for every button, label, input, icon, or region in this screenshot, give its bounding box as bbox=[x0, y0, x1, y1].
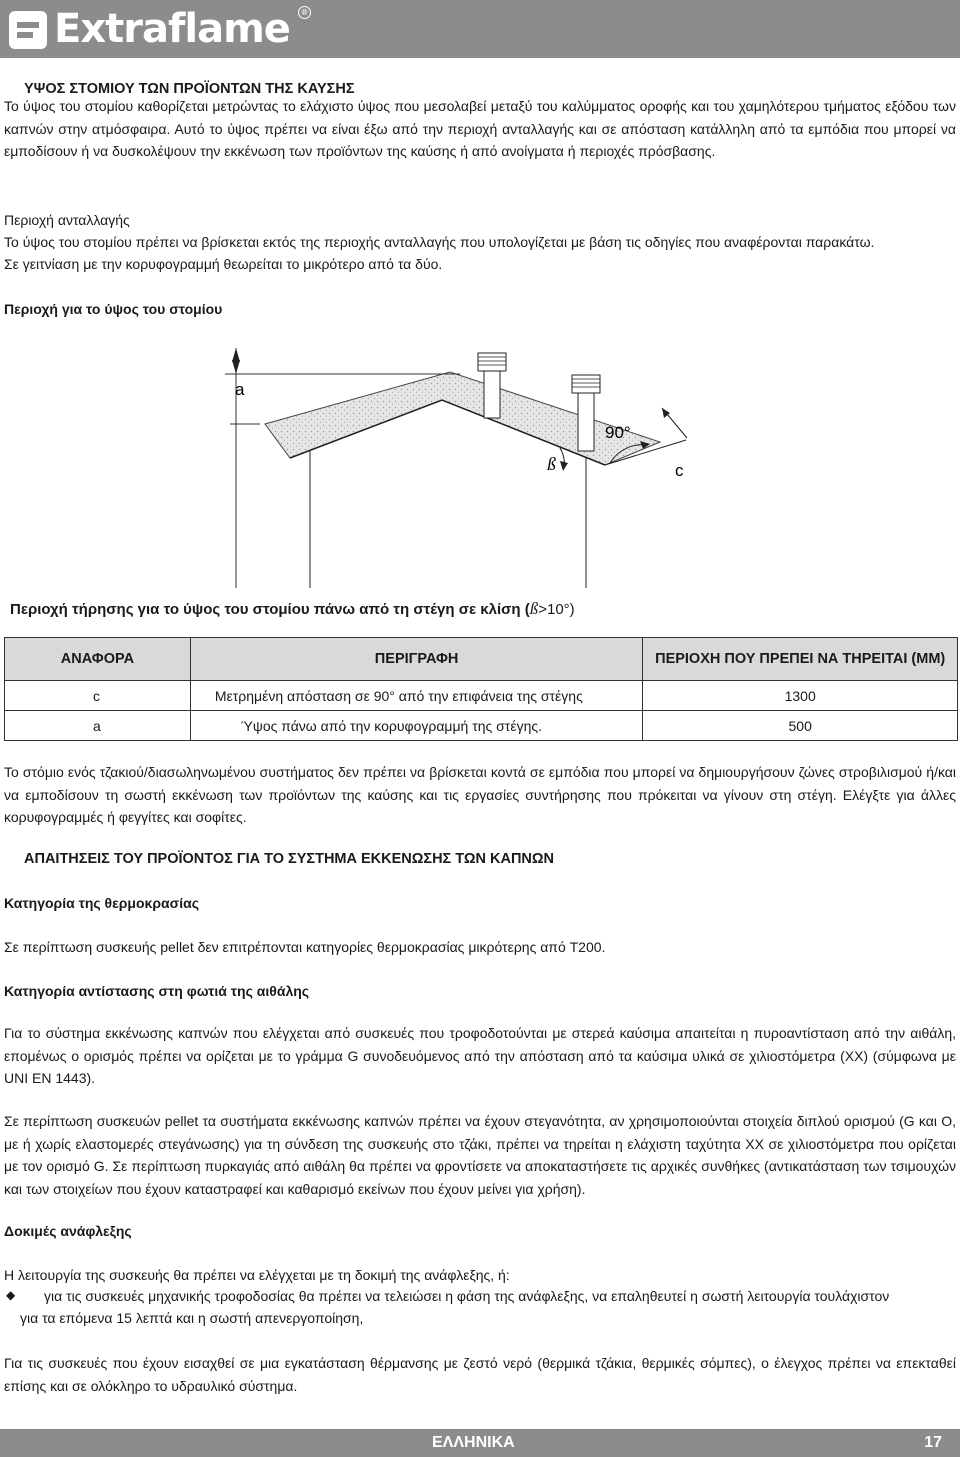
temperature-heading: Κατηγορία της θερμοκρασίας bbox=[4, 895, 199, 911]
soot-heading: Κατηγορία αντίστασης στη φωτιά της αιθάλης bbox=[4, 983, 310, 999]
page-footer bbox=[0, 1429, 960, 1457]
footer-language: ΕΛΛΗΝΙΚΑ bbox=[432, 1434, 515, 1451]
table-caption-beta: ß bbox=[529, 599, 539, 618]
brand-logo bbox=[8, 6, 290, 52]
chimney-right bbox=[578, 391, 594, 451]
page-header bbox=[0, 0, 960, 58]
label-a: a bbox=[235, 380, 245, 399]
cell-description: Μετρημένη απόσταση σε 90° από την επιφάνεια της στέγης bbox=[190, 681, 643, 711]
roof-diagram bbox=[220, 340, 720, 590]
header-area: ΠΕΡΙΟΧΗ ΠΟΥ ΠΡΕΠΕΙ ΝΑ ΤΗΡΕΙΤΑΙ (ΜΜ) bbox=[643, 638, 958, 681]
cell-value: 1300 bbox=[643, 681, 958, 711]
exchange-heading: Περιοχή ανταλλαγής bbox=[4, 212, 130, 228]
section-title-chimney-height: ΥΨΟΣ ΣΤΟΜΙΟΥ ΤΩΝ ΠΡΟΪΟΝΤΩΝ ΤΗΣ ΚΑΥΣΗΣ bbox=[24, 81, 355, 97]
table-caption bbox=[10, 598, 575, 622]
ignition-text: Η λειτουργία της συσκευής θα πρέπει να ελέγχεται με τη δοκιμή της ανάφλεξης, ή: bbox=[4, 1267, 510, 1283]
exchange-zone bbox=[265, 372, 660, 465]
cell-description: Ύψος πάνω από την κορυφογραμμή της στέγης. bbox=[190, 711, 643, 741]
page-number: 17 bbox=[924, 1434, 942, 1451]
exchange-line-1: Το ύψος του στομίου πρέπει να βρίσκεται εκτός της περιοχής ανταλλαγής που υπολογίζεται με βάση τις οδηγίες που αναφέρονται παρακάτω. bbox=[4, 234, 875, 250]
table-caption-suffix: >10°) bbox=[538, 601, 575, 618]
header-description: ΠΕΡΙΓΡΑΦΗ bbox=[190, 638, 643, 681]
after-table-paragraph: Το στόμιο ενός τζακιού/διασωληνωμένου συστήματος δεν πρέπει να βρίσκεται κοντά σε εμπόδια που μπορεί να δημιουργήσουν ζώνες στροβιλισμού ή/και να εμποδίσουν τη σωστή εκκένωση των προϊόντων της καύσης και τις εργασίες συντήρησης που πρόκειται να γίνουν στη στέγη. Ελέγξτε για άλλες κορυφογραμμές ή φεγγίτες και σοφίτες. bbox=[4, 764, 956, 825]
reference-table bbox=[4, 637, 958, 741]
temperature-text: Σε περίπτωση συσκευής pellet δεν επιτρέπονται κατηγορίες θερμοκρασίας μικρότερης από T200. bbox=[4, 939, 606, 955]
bullet-text-1: για τις συσκευές μηχανικής τροφοδοσίας θα πρέπει να τελειώσει η φάση της ανάφλεξης, να επαληθευτεί η σωστή λειτουργία τουλάχιστον bbox=[44, 1288, 890, 1304]
final-text: Για τις συσκευές που έχουν εισαχθεί σε μια εγκατάσταση θέρμανσης με ζεστό νερό (θερμικά τζάκια, θερμικές σόμπες), ο έλεγχος πρέπει να επεκταθεί επίσης και σε ολόκληρο το υδραυλικό σύστημα. bbox=[4, 1355, 956, 1394]
cell-value: 500 bbox=[643, 711, 958, 741]
pellet-text: Σε περίπτωση συσκευών pellet τα συστήματα εκκένωσης καπνών πρέπει να έχουν στεγανότητα, αν χρησιμοποιούνται στοιχεία διπλού ορισμού (G και O, με ή χωρίς ελαστομερές στεγάνωσης) για τη σύνδεση της συσκευής στο τζάκι, πρέπει να τηρείται η ελάχιστη ταχύτητα XX σε χιλιοστόμετρα που ορίζεται με τον ορισμό G. Σε περίπτωση πυρκαγιάς από αιθάλη θα πρέπει να φροντίσετε να αποκαταστήσετε τις αρχικές συνθήκες (αντικατάσταση των τσιμουχών και των στοιχείων που έχουν καταστραφεί και καθαρισμό εκείνων που έχουν μείνει για χρήση). bbox=[4, 1113, 956, 1197]
brand-name: Extraflame bbox=[54, 6, 290, 52]
figure-heading: Περιοχή για το ύψος του στομίου bbox=[4, 301, 223, 317]
cell-ref: a bbox=[5, 711, 191, 741]
label-beta: ß bbox=[547, 454, 556, 474]
diamond-bullet-icon: ◆ bbox=[6, 1288, 16, 1302]
registered-mark: ® bbox=[298, 6, 311, 19]
table-row bbox=[5, 681, 958, 711]
ignition-heading: Δοκιμές ανάφλεξης bbox=[4, 1223, 132, 1239]
bullet-text-2: για τα επόμενα 15 λεπτά και η σωστή απενεργοποίηση, bbox=[20, 1310, 364, 1326]
flame-logo-icon bbox=[8, 8, 50, 50]
label-c: c bbox=[675, 461, 684, 480]
exchange-line-2: Σε γειτνίαση με την κορυφογραμμή θεωρείται το μικρότερο από τα δύο. bbox=[4, 256, 443, 272]
cell-ref: c bbox=[5, 681, 191, 711]
header-reference: ΑΝΑΦΟΡΑ bbox=[5, 638, 191, 681]
chimney-left bbox=[484, 368, 500, 418]
table-header-row bbox=[5, 638, 958, 681]
section-title-requirements: ΑΠΑΙΤΗΣΕΙΣ ΤΟΥ ΠΡΟΪΟΝΤΟΣ ΓΙΑ ΤΟ ΣΥΣΤΗΜΑ ΕΚΚΕΝΩΣΗΣ ΤΩΝ ΚΑΠΝΩΝ bbox=[24, 851, 554, 867]
label-90: 90° bbox=[605, 423, 631, 442]
table-row bbox=[5, 711, 958, 741]
soot-text: Για το σύστημα εκκένωσης καπνών που ελέγχεται από συσκευές που τροφοδοτούνται με στερεά καύσιμα απαιτείται η πυροαντίσταση από την αιθάλη, επομένως ο ορισμός πρέπει να ορίζεται με το γράμμα G συνοδευόμενος από την απόσταση από τα καύσιμα υλικά σε χιλιοστόμετρα (XX) (σύμφωνα με UNI EN 1443). bbox=[4, 1025, 956, 1086]
intro-paragraph: Το ύψος του στομίου καθορίζεται μετρώντας το ελάχιστο ύψος που μεσολαβεί μεταξύ του καλύμματος οροφής και του χαμηλότερου τμήματος εξόδου των καπνών στην ατμόσφαιρα. Αυτό το ύψος πρέπει να είναι έξω από την περιοχή ανταλλαγής και σε απόσταση κατάλληλη από τα εμπόδια που μπορεί να εμποδίσουν ή να δυσκολέψουν την εκκένωση των προϊόντων της καύσης ή από ανοίγματα ή περιοχές πρόσβασης. bbox=[4, 98, 956, 159]
table-caption-prefix: Περιοχή τήρησης για το ύψος του στομίου πάνω από τη στέγη σε κλίση ( bbox=[10, 601, 530, 618]
